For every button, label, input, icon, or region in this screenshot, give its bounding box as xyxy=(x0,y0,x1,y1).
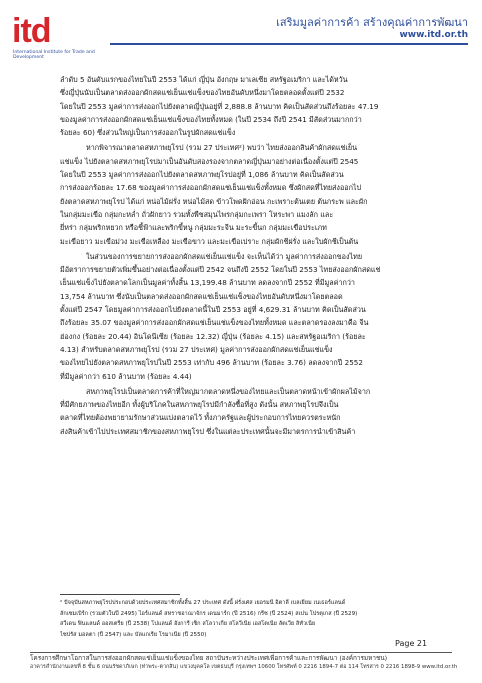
page-number-value: 21 xyxy=(416,639,428,648)
text-line: ลำดับ 5 อันดับแรกของไทยในปี 2553 ได้แก่ ญี่ปุ่น อังกฤษ มาเลเซีย สหรัฐอเมริกา และได้หวัน xyxy=(60,75,348,84)
text-line: หากพิจารณาตลาดสหภาพยุโรป (รวม 27 ประเทศ²) พบว่า ไทยส่งออกสินค้าผักสดแช่เย็น xyxy=(86,143,357,153)
header-title: เสริมมูลค่าการค้า สร้างคุณค่าการพัฒนา xyxy=(276,16,468,29)
header-url[interactable]: www.itd.or.th xyxy=(399,30,468,40)
text-line: ส่งสินค้าเข้าไปประเทศสมาชิกของสหภาพยุโรป ซึ่งในแต่ละประเทศนั้นจะมีมาตรการนำเข้าสินค้า xyxy=(60,426,356,436)
footnote-divider xyxy=(60,594,180,595)
text-line: ของมูลค่าการส่งออกผักสดแช่เย็นแช่แข็งของไทยทั้งหมด (ในปี 2534 ถึงปี 2541 มีสัดส่วนมากกว่า xyxy=(60,114,362,124)
logo-mark: itd xyxy=(12,12,51,50)
header-text xyxy=(276,16,468,41)
footer-address-line: อาคารสำนักงานเลขที่ 8 ชั้น 6 ถนนรัชดาภิเษก (ท่าพระ-ตากสิน) แขวงบุคคโล เขตธนบุรี กรุงเทพฯ 10600 โทรศัพท์ 0 2216 1894-7 ต่อ 114 โทรสาร 0 2216 1898-9 www.itd.or.th xyxy=(30,664,458,670)
text-line: ซึ่งญี่ปุ่นนับเป็นตลาดส่งออกผักสดแช่เย็นแช่แข็งของไทยอันดับหนึ่งมาโดยตลอดตั้งแต่ปี 2532 xyxy=(60,88,345,98)
header-divider xyxy=(110,43,468,45)
text-line: 13,754 ล้านบาท ซึ่งนับเป็นตลาดส่งออกผักสดแช่เย็นแช่แข็งของไทยอันดับหนึ่งมาโดยตลอด xyxy=(60,291,343,301)
footnote-line: สวีเดน ฟินแลนด์ ออสเตรีย (ปี 2538) โปแลนด์ ฮังการี เช็ก สโลวาเกีย สโลวีเนีย เอสโตเนีย ลัตเวีย ลิทัวเนีย xyxy=(60,621,316,627)
text-line: ในส่วนของการขยายการส่งออกผักสดแช่เย็นแช่แข็ง จะเห็นได้ว่า มูลค่าการส่งออกของไทย xyxy=(86,251,363,261)
text-line: ยังตลาดสหภาพยุโรป ได้แก่ หน่อไม้ฝรั่ง หน่อไม้สด ข้าวโพดฝักอ่อน กะเพราะต้นเตย ต้นกระพ และผัก xyxy=(60,196,368,206)
text-line: ในกลุ่มมะเขือ กลุ่มกะหล่ำ ถั่วฝักยาว รวมทั้งพืชสมุนไพรกลุ่มกะเพรา โหระพา แมงลัก และ xyxy=(60,209,334,219)
text-line: สหภาพยุโรปเป็นตลาดการค้าที่ใหญ่มากตลาดหนึ่งของไทยและเป็นตลาดหน้าเข้าผักผลไม้จาก xyxy=(86,386,371,396)
itd-logo xyxy=(12,14,98,66)
text-line: โดยในปี 2553 มูลค่าการส่งออกไปยังตลาดญี่ปุ่นอยู่ที่ 2,888.8 ล้านบาท คิดเป็นสัดส่วนถึงร้อยละ 47.19 xyxy=(60,101,379,111)
logo-subtitle: International Institute for Trade and Development xyxy=(13,50,95,60)
footnote xyxy=(60,598,430,640)
paragraph xyxy=(60,250,430,383)
footer-divider xyxy=(30,652,452,653)
text-line: โดยในปี 2553 มูลค่าการส่งออกไปยังตลาดสหภาพยุโรปอยู่ที่ 1,086 ล้านบาท คิดเป็นสัดส่วน xyxy=(60,170,344,180)
text-line: มะเขือยาว มะเขือม่วง มะเขือเหลือง มะเขือขาว และมะเขือเปราะ กลุ่มผักชีฝรั่ง และใบผักชีเป็นต้น xyxy=(60,236,359,246)
text-line: ตลาดที่ไทยต้องพยายามรักษาส่วนแบ่งตลาดไว้ ทั้งภาครัฐและผู้ประกอบการไทยควรตระหนัก xyxy=(60,413,341,423)
footer-project-line: โครงการศึกษาโอกาสในการส่งออกผักสดแช่เย็นแช่แข็งของไทย สถาบันระหว่างประเทศเพื่อการค้าและการพัฒนา (องค์การมหาชน) xyxy=(30,654,388,662)
footnote-line: ² ปัจจุบันสหภาพยุโรปประกอบด้วยประเทศสมาชิกทั้งสิ้น 27 ประเทศ ดังนี้ ฝรั่งเศส เยอรมนี อิตาลี เบลเยียม เนเธอร์แลนด์ xyxy=(60,600,346,606)
text-line: แช่แข็ง ไปยังตลาดสหภาพยุโรปมาเป็นอันดับสองรองจากตลาดญี่ปุ่นมาอย่างต่อเนื่องตั้งแต่ปี 2545 xyxy=(60,156,359,166)
text-line: ที่มีมูลค่ากว่า 610 ล้านบาท (ร้อยละ 4.44) xyxy=(60,371,192,381)
page-number xyxy=(395,639,427,648)
text-line: ของไทยไปยังตลาดสหภาพยุโรปในปี 2553 เท่ากับ 496 ล้านบาท (ร้อยละ 3.76) ลดลงจากปี 2552 xyxy=(60,358,363,368)
paragraph xyxy=(60,141,430,247)
text-line: ถึงร้อยละ 35.07 ของมูลค่าการส่งออกผักสดแช่เย็นแช่แข็งของไทยทั้งหมด และตลาดรองลงมาคือ จีน xyxy=(60,318,369,328)
footnote-line: ไซปรัส มอลตา (ปี 2547) และ บัลแกเรีย โรมาเนีย (ปี 2550) xyxy=(60,631,207,638)
text-line: ที่มีศักยภาพของไทยอีก ทั้งผู้บริโภคในสหภาพยุโรปมีกำลังซื้อที่สูง ดังนั้น สหภาพยุโรปจึงเป็น xyxy=(60,400,339,410)
text-line: การส่งออกร้อยละ 17.68 ของมูลค่าการส่งออกผักสดแช่เย็นแช่แข็งทั้งหมด ซึ่งผักสดที่ไทยส่งออกไป xyxy=(60,183,362,193)
text-line: ตั้งแต่ปี 2547 โดยมูลค่าการส่งออกไปยังตลาดนี้ในปี 2553 อยู่ที่ 4,629.31 ล้านบาท คิดเป็นสัดส่วน xyxy=(60,305,366,315)
text-line: มีอัตราการขยายตัวเพิ่มขึ้นอย่างต่อเนื่องตั้งแต่ปี 2542 จนถึงปี 2552 โดยในปี 2553 ไทยส่งออกผักสดแช่ xyxy=(60,265,381,275)
paragraph xyxy=(60,385,430,438)
paragraph xyxy=(60,73,430,139)
footnote-line: ลักเซมเบิร์ก (รวมตัวในปี 2495) ไอร์แลนด์ สหราชอาณาจักร เดนมาร์ก (ปี 2516) กรีซ (ปี 2524) สเปน โปรตุเกส (ปี 2529) xyxy=(60,610,358,617)
text-line: 4.13) สำหรับตลาดสหภาพยุโรป (รวม 27 ประเทศ) มูลค่าการส่งออกผักสดแช่เย็นแช่แข็ง xyxy=(60,344,333,354)
text-line: ยี่หร่า กลุ่มพริกหยวก หรือชี้ฟ้าและพริกขี้หนู กลุ่มมะระจีน มะระขี้นก กลุ่มมะเขือประเภท xyxy=(60,223,327,233)
text-line: ฮ่องกง (ร้อยละ 20.44) อินโดนีเซีย (ร้อยละ 12.32) ญี่ปุ่น (ร้อยละ 4.15) และสหรัฐอเมริกา (ร้อยละ xyxy=(60,331,366,341)
text-line: ร้อยละ 60) ซึ่งส่วนใหญ่เป็นการส่งออกในรูปผักสดแช่แข็ง xyxy=(60,128,236,138)
text-line: เย็นแช่แข็งไปยังตลาดโลกเป็นมูลค่าทั้งสิ้น 13,199.48 ล้านบาท ลดลงจากปี 2552 ที่มีมูลค่ากว่า xyxy=(60,278,355,288)
body-text xyxy=(60,73,430,440)
page-label: Page xyxy=(395,639,415,648)
